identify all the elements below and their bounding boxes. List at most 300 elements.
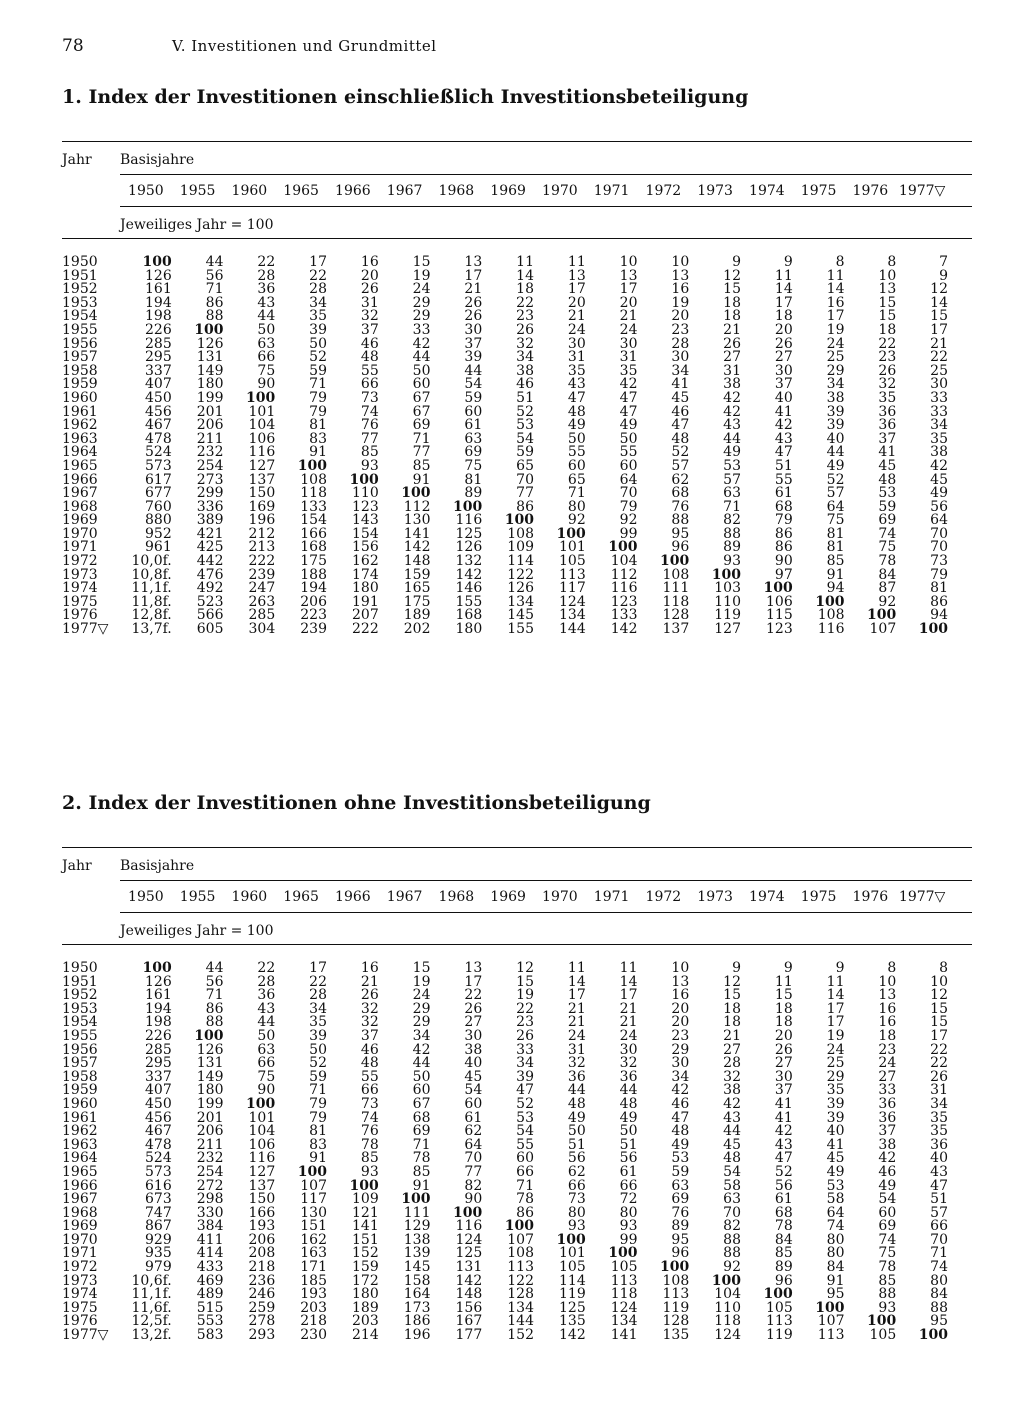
table-cell: 101 xyxy=(559,1245,586,1262)
table-cell: 37 xyxy=(774,376,793,393)
table-cell: 100 xyxy=(246,1095,276,1112)
table-cell: 46 xyxy=(878,1163,897,1180)
table-cell: 68 xyxy=(774,498,793,515)
table-cell: 129 xyxy=(403,1218,431,1235)
table-cell: 79 xyxy=(309,389,327,406)
table-cell: 17 xyxy=(567,987,586,1004)
table-cell: 14 xyxy=(826,987,845,1004)
table-cell: 89 xyxy=(464,485,483,502)
table-cell: 134 xyxy=(559,607,586,624)
table-cell: 32 xyxy=(360,1000,379,1017)
table-cell: 125 xyxy=(455,1245,483,1262)
table-cell: 137 xyxy=(248,1177,276,1194)
table-2-top-rule xyxy=(62,847,972,848)
table-1-base-year: 1969 xyxy=(490,183,526,199)
table-cell: 30 xyxy=(464,1027,483,1044)
table-cell: 214 xyxy=(352,1327,379,1344)
table-cell: 21 xyxy=(930,335,948,352)
table-cell: 32 xyxy=(723,1068,741,1085)
table-cell: 156 xyxy=(455,1299,483,1316)
table-cell: 62 xyxy=(464,1123,483,1140)
table-cell: 71 xyxy=(412,430,431,447)
table-cell: 20 xyxy=(671,1014,690,1031)
row-year: 1973 xyxy=(62,1272,98,1289)
row-year: 1977▽ xyxy=(62,621,109,638)
table-cell: 15 xyxy=(412,960,431,976)
table-cell: 103 xyxy=(714,580,741,597)
table-cell: 44 xyxy=(464,362,483,379)
table-cell: 47 xyxy=(619,403,638,420)
table-cell: 80 xyxy=(826,1245,845,1262)
table-cell: 65 xyxy=(516,457,534,474)
table-cell: 30 xyxy=(464,321,483,338)
table-cell: 73 xyxy=(360,389,379,406)
table-cell: 123 xyxy=(766,621,793,638)
table-cell: 66 xyxy=(257,349,276,366)
table-cell: 118 xyxy=(300,485,327,502)
table-cell: 99 xyxy=(619,525,638,542)
table-cell: 64 xyxy=(619,471,638,488)
table-cell: 230 xyxy=(300,1327,327,1344)
table-cell: 61 xyxy=(774,1191,793,1208)
table-cell: 69 xyxy=(671,1191,690,1208)
table-2-label-basisjahre: Basisjahre xyxy=(120,858,195,874)
table-cell: 100 xyxy=(556,1231,586,1248)
table-cell: 16 xyxy=(826,294,845,311)
table-cell: 100 xyxy=(504,512,534,529)
table-cell: 52 xyxy=(671,444,690,461)
table-cell: 414 xyxy=(196,1245,224,1262)
table-cell: 42 xyxy=(671,1082,690,1099)
table-cell: 75 xyxy=(826,512,845,529)
table-cell: 12 xyxy=(930,987,948,1004)
table-cell: 677 xyxy=(145,485,172,502)
table-cell: 15 xyxy=(723,281,741,298)
table-cell: 48 xyxy=(619,1095,638,1112)
table-cell: 14 xyxy=(619,973,638,990)
table-cell: 167 xyxy=(455,1313,483,1330)
table-cell: 54 xyxy=(516,430,534,447)
table-cell: 55 xyxy=(360,362,379,379)
table-cell: 36 xyxy=(878,417,897,434)
table-cell: 34 xyxy=(309,294,327,311)
row-year: 1969 xyxy=(62,1218,98,1235)
table-cell: 134 xyxy=(507,1299,534,1316)
table-cell: 29 xyxy=(412,1000,431,1017)
table-cell: 10 xyxy=(878,267,897,284)
table-cell: 14 xyxy=(516,267,534,284)
table-cell: 747 xyxy=(145,1204,172,1221)
table-cell: 116 xyxy=(248,1150,276,1167)
table-cell: 168 xyxy=(300,539,327,556)
table-cell: 21 xyxy=(567,308,586,325)
row-year: 1961 xyxy=(62,1109,98,1126)
table-cell: 421 xyxy=(196,525,224,542)
table-cell: 8 xyxy=(939,960,948,976)
row-year: 1962 xyxy=(62,1123,98,1140)
table-cell: 67 xyxy=(412,389,431,406)
table-cell: 44 xyxy=(412,1055,431,1072)
table-cell: 22 xyxy=(930,1055,948,1072)
table-1-base-year: 1967 xyxy=(386,183,423,199)
table-cell: 90 xyxy=(257,376,276,393)
table-cell: 64 xyxy=(930,512,948,529)
table-cell: 81 xyxy=(826,525,845,542)
table-cell: 22 xyxy=(309,267,327,284)
table-cell: 107 xyxy=(817,1313,845,1330)
table-cell: 42 xyxy=(723,403,741,420)
table-cell: 93 xyxy=(619,1218,638,1235)
table-cell: 40 xyxy=(464,1055,483,1072)
table-cell: 44 xyxy=(723,430,741,447)
table-cell: 79 xyxy=(619,498,638,515)
table-cell: 142 xyxy=(455,566,483,583)
table-cell: 11 xyxy=(567,254,586,270)
table-cell: 74 xyxy=(826,1218,845,1235)
table-cell: 66 xyxy=(360,376,379,393)
table-cell: 33 xyxy=(930,403,948,420)
table-cell: 760 xyxy=(145,498,172,515)
table-cell: 77 xyxy=(464,1163,483,1180)
table-cell: 52 xyxy=(826,471,845,488)
table-cell: 17 xyxy=(309,960,327,976)
table-cell: 246 xyxy=(248,1286,276,1303)
table-cell: 37 xyxy=(774,1082,793,1099)
table-cell: 43 xyxy=(257,294,276,311)
table-cell: 101 xyxy=(559,539,586,556)
table-cell: 78 xyxy=(360,1136,379,1153)
table-cell: 100 xyxy=(194,1027,224,1044)
table-2-body xyxy=(62,962,972,1343)
table-2-base-year: 1973 xyxy=(697,889,733,905)
row-year: 1960 xyxy=(62,1095,98,1112)
table-cell: 91 xyxy=(826,1272,845,1289)
row-year: 1965 xyxy=(62,1163,98,1180)
table-cell: 25 xyxy=(930,362,948,379)
table-cell: 17 xyxy=(464,267,483,284)
table-cell: 17 xyxy=(930,321,948,338)
table-cell: 29 xyxy=(412,1014,431,1031)
table-cell: 37 xyxy=(464,335,483,352)
table-cell: 22 xyxy=(464,987,483,1004)
table-cell: 35 xyxy=(878,389,897,406)
table-cell: 18 xyxy=(774,308,793,325)
table-cell: 10,8f. xyxy=(131,566,172,583)
table-cell: 273 xyxy=(196,471,224,488)
table-cell: 57 xyxy=(723,471,741,488)
table-cell: 247 xyxy=(248,580,276,597)
table-cell: 127 xyxy=(248,1163,276,1180)
table-cell: 180 xyxy=(352,1286,379,1303)
table-cell: 27 xyxy=(774,349,793,366)
table-cell: 18 xyxy=(516,281,534,298)
table-cell: 53 xyxy=(826,1177,845,1194)
table-cell: 929 xyxy=(145,1231,172,1248)
table-cell: 113 xyxy=(766,1313,793,1330)
table-cell: 73 xyxy=(930,553,948,570)
table-cell: 50 xyxy=(567,1123,586,1140)
row-year: 1975 xyxy=(62,593,98,610)
table-cell: 66 xyxy=(619,1177,638,1194)
table-cell: 67 xyxy=(412,1095,431,1112)
table-cell: 165 xyxy=(403,580,431,597)
table-cell: 201 xyxy=(196,1109,224,1126)
table-cell: 46 xyxy=(671,1095,690,1112)
table-cell: 63 xyxy=(723,1191,741,1208)
table-1-label-jeweiliges: Jeweiliges Jahr = 100 xyxy=(120,217,274,233)
table-cell: 20 xyxy=(619,294,638,311)
table-cell: 78 xyxy=(516,1191,534,1208)
table-cell: 60 xyxy=(878,1204,897,1221)
table-cell: 124 xyxy=(455,1231,483,1248)
table-cell: 100 xyxy=(401,485,431,502)
table-cell: 74 xyxy=(878,525,897,542)
table-cell: 478 xyxy=(145,1136,172,1153)
table-cell: 222 xyxy=(352,621,379,638)
table-cell: 48 xyxy=(878,471,897,488)
table-cell: 85 xyxy=(412,457,431,474)
table-2-base-year: 1965 xyxy=(283,889,319,905)
table-cell: 73 xyxy=(360,1095,379,1112)
table-cell: 56 xyxy=(619,1150,638,1167)
table-cell: 21 xyxy=(360,973,379,990)
table-cell: 42 xyxy=(774,417,793,434)
row-year: 1966 xyxy=(62,471,98,488)
table-cell: 90 xyxy=(464,1191,483,1208)
table-cell: 21 xyxy=(619,1000,638,1017)
table-cell: 94 xyxy=(826,580,845,597)
table-cell: 208 xyxy=(248,1245,276,1262)
table-cell: 59 xyxy=(878,498,897,515)
row-year: 1975 xyxy=(62,1299,98,1316)
table-cell: 25 xyxy=(826,349,845,366)
table-cell: 104 xyxy=(610,553,638,570)
table-cell: 23 xyxy=(878,349,897,366)
row-year: 1962 xyxy=(62,417,98,434)
table-cell: 81 xyxy=(309,417,327,434)
table-cell: 39 xyxy=(516,1068,534,1085)
table-cell: 78 xyxy=(774,1218,793,1235)
table-cell: 42 xyxy=(878,1150,897,1167)
table-cell: 59 xyxy=(516,444,534,461)
table-cell: 232 xyxy=(196,444,224,461)
row-year: 1974 xyxy=(62,1286,98,1303)
row-year: 1963 xyxy=(62,430,98,447)
table-cell: 36 xyxy=(878,403,897,420)
table-cell: 75 xyxy=(257,1068,276,1085)
table-cell: 104 xyxy=(714,1286,741,1303)
table-cell: 88 xyxy=(723,1245,741,1262)
table-cell: 29 xyxy=(412,308,431,325)
table-cell: 469 xyxy=(196,1272,224,1289)
table-cell: 12 xyxy=(723,973,741,990)
table-cell: 100 xyxy=(453,1204,483,1221)
table-cell: 101 xyxy=(248,403,276,420)
table-cell: 30 xyxy=(671,349,690,366)
table-cell: 54 xyxy=(464,376,483,393)
table-cell: 52 xyxy=(309,1055,327,1072)
table-cell: 86 xyxy=(930,593,948,610)
table-cell: 36 xyxy=(567,1068,586,1085)
table-cell: 48 xyxy=(567,1095,586,1112)
table-1-base-years xyxy=(120,183,972,199)
table-cell: 168 xyxy=(455,607,483,624)
table-cell: 108 xyxy=(507,525,534,542)
table-cell: 15 xyxy=(930,308,948,325)
table-cell: 56 xyxy=(930,498,948,515)
table-cell: 304 xyxy=(248,621,276,638)
table-cell: 27 xyxy=(723,349,741,366)
table-cell: 61 xyxy=(464,1109,483,1126)
table-cell: 467 xyxy=(145,417,172,434)
table-1-label-jahr: Jahr xyxy=(62,152,92,168)
table-cell: 36 xyxy=(878,1095,897,1112)
row-year: 1950 xyxy=(62,960,98,976)
table-cell: 44 xyxy=(412,349,431,366)
table-cell: 239 xyxy=(300,621,327,638)
table-cell: 89 xyxy=(774,1259,793,1276)
table-cell: 100 xyxy=(556,525,586,542)
table-cell: 207 xyxy=(352,607,379,624)
table-cell: 41 xyxy=(774,1095,793,1112)
row-year: 1960 xyxy=(62,389,98,406)
table-cell: 17 xyxy=(826,1000,845,1017)
table-cell: 100 xyxy=(297,457,327,474)
table-cell: 71 xyxy=(567,485,586,502)
table-1-body xyxy=(62,256,972,637)
table-cell: 17 xyxy=(619,281,638,298)
table-cell: 272 xyxy=(196,1177,224,1194)
table-cell: 51 xyxy=(619,1136,638,1153)
table-cell: 100 xyxy=(504,1218,534,1235)
table-cell: 16 xyxy=(360,254,379,270)
table-2-base-year: 1967 xyxy=(386,889,423,905)
table-cell: 407 xyxy=(145,1082,172,1099)
table-cell: 515 xyxy=(196,1299,224,1316)
table-cell: 166 xyxy=(300,525,327,542)
table-cell: 61 xyxy=(774,485,793,502)
table-cell: 51 xyxy=(567,1136,586,1153)
table-2-base-year: 1970 xyxy=(542,889,578,905)
table-1-top-rule xyxy=(62,141,972,142)
table-cell: 40 xyxy=(826,1123,845,1140)
table-cell: 9 xyxy=(732,960,741,976)
table-cell: 141 xyxy=(403,525,431,542)
table-cell: 194 xyxy=(300,580,327,597)
table-1-base-year: 1976 xyxy=(852,183,889,199)
table-cell: 17 xyxy=(930,1027,948,1044)
table-cell: 57 xyxy=(930,1204,948,1221)
table-cell: 218 xyxy=(248,1259,276,1276)
table-1-base-year: 1973 xyxy=(697,183,733,199)
table-cell: 293 xyxy=(248,1327,276,1344)
table-cell: 24 xyxy=(567,1027,586,1044)
table-cell: 33 xyxy=(412,321,431,338)
page-header xyxy=(62,36,972,56)
table-cell: 79 xyxy=(774,512,793,529)
table-cell: 583 xyxy=(196,1327,224,1344)
table-cell: 59 xyxy=(309,362,327,379)
table-cell: 126 xyxy=(145,973,172,990)
table-1-base-year: 1950 xyxy=(128,183,164,199)
table-cell: 61 xyxy=(619,1163,638,1180)
table-cell: 45 xyxy=(723,1136,741,1153)
table-cell: 141 xyxy=(352,1218,379,1235)
table-cell: 74 xyxy=(360,403,379,420)
table-cell: 51 xyxy=(930,1191,948,1208)
table-cell: 175 xyxy=(403,593,431,610)
table-cell: 164 xyxy=(403,1286,431,1303)
table-cell: 13 xyxy=(619,267,638,284)
table-cell: 82 xyxy=(464,1177,483,1194)
table-cell: 100 xyxy=(349,471,379,488)
table-cell: 30 xyxy=(774,1068,793,1085)
table-cell: 114 xyxy=(559,1272,586,1289)
table-cell: 105 xyxy=(559,1259,586,1276)
table-cell: 100 xyxy=(711,566,741,583)
table-cell: 110 xyxy=(352,485,379,502)
table-cell: 76 xyxy=(671,498,690,515)
table-cell: 28 xyxy=(257,973,276,990)
table-cell: 489 xyxy=(196,1286,224,1303)
table-cell: 35 xyxy=(619,362,638,379)
table-cell: 26 xyxy=(464,308,483,325)
table-cell: 23 xyxy=(671,321,690,338)
table-cell: 49 xyxy=(826,1163,845,1180)
table-cell: 152 xyxy=(352,1245,379,1262)
table-cell: 55 xyxy=(360,1068,379,1085)
table-cell: 119 xyxy=(662,1299,690,1316)
table-cell: 100 xyxy=(246,389,276,406)
table-cell: 35 xyxy=(567,362,586,379)
table-cell: 43 xyxy=(774,430,793,447)
table-cell: 336 xyxy=(196,498,224,515)
table-2-base-years xyxy=(120,889,972,905)
table-cell: 36 xyxy=(619,1068,638,1085)
table-cell: 108 xyxy=(817,607,845,624)
table-cell: 673 xyxy=(145,1191,172,1208)
table-cell: 142 xyxy=(455,1272,483,1289)
table-cell: 22 xyxy=(257,254,276,270)
table-cell: 14 xyxy=(826,281,845,298)
table-cell: 107 xyxy=(300,1177,327,1194)
table-cell: 53 xyxy=(723,457,741,474)
row-year: 1955 xyxy=(62,1027,98,1044)
table-cell: 60 xyxy=(464,1095,483,1112)
table-cell: 259 xyxy=(248,1299,276,1316)
table-cell: 71 xyxy=(205,281,224,298)
table-cell: 64 xyxy=(826,1204,845,1221)
table-cell: 106 xyxy=(248,430,276,447)
row-year: 1970 xyxy=(62,525,98,542)
table-cell: 46 xyxy=(671,403,690,420)
table-cell: 14 xyxy=(930,294,948,311)
table-cell: 80 xyxy=(567,1204,586,1221)
table-cell: 36 xyxy=(930,1136,948,1153)
table-cell: 95 xyxy=(671,1231,690,1248)
row-year: 1955 xyxy=(62,321,98,338)
table-cell: 11 xyxy=(619,960,638,976)
table-cell: 68 xyxy=(412,1109,431,1126)
table-cell: 116 xyxy=(610,580,638,597)
table-cell: 34 xyxy=(516,349,534,366)
table-cell: 199 xyxy=(196,1095,224,1112)
table-cell: 298 xyxy=(196,1191,224,1208)
row-year: 1965 xyxy=(62,457,98,474)
table-2-label-jeweiliges: Jeweiliges Jahr = 100 xyxy=(120,923,274,939)
table-cell: 117 xyxy=(559,580,586,597)
table-cell: 979 xyxy=(145,1259,172,1276)
